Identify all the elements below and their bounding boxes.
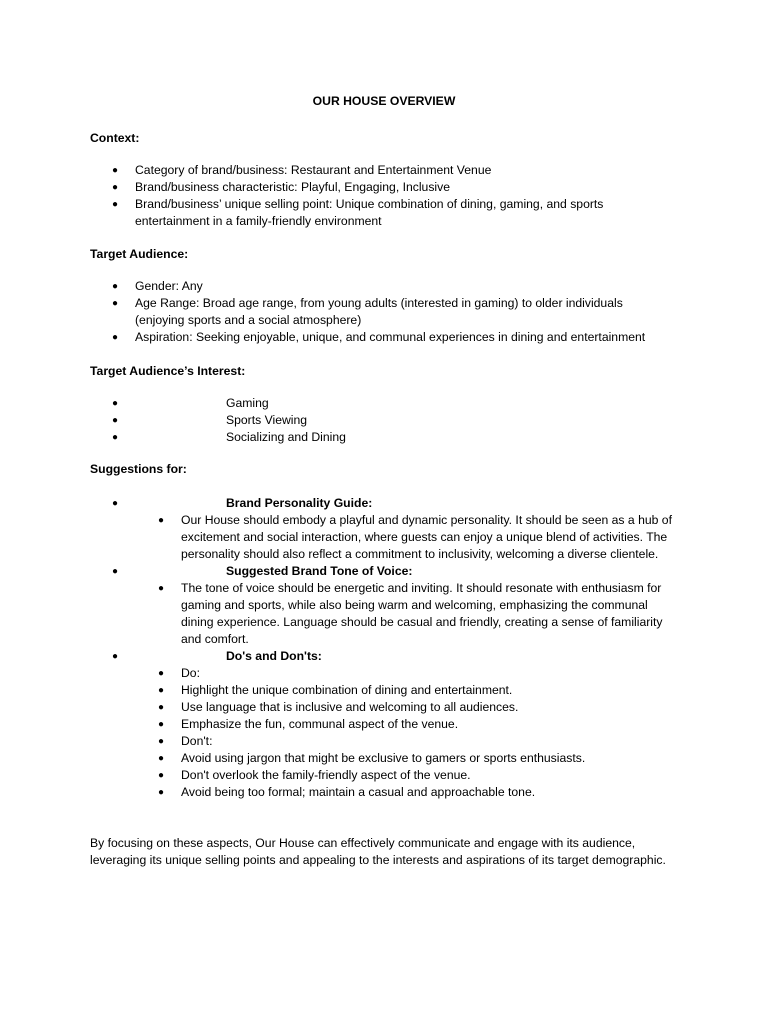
interest-heading: Target Audience’s Interest: [90,364,246,378]
bullet-icon: ● [158,753,165,764]
interest-list [90,395,690,446]
dos-title: Do's and Don'ts: [226,649,322,663]
suggestions-heading: Suggestions for: [90,462,187,476]
list-item: ● Category of brand/business: Restaurant and Entertainment Venue [112,163,492,177]
list-item: ● Highlight the unique combination of dining and entertainment. [158,683,513,697]
interest-section [90,363,690,380]
bullet-icon: ● [112,182,119,193]
bullet-icon: ● [158,770,165,781]
list-item: ● Emphasize the fun, communal aspect of the venue. [158,717,459,731]
list-item: ● Sports Viewing [112,413,308,427]
suggestions-list [90,495,690,801]
bullet-icon: ● [112,298,119,309]
tone-title: Suggested Brand Tone of Voice: [226,564,413,578]
bullet-icon: ● [112,415,119,426]
list-item: ● Don't: [158,734,213,748]
list-item: ● Aspiration: Seeking enjoyable, unique, and communal experiences in dining and entertainment [112,330,646,344]
audience-list [90,278,690,346]
list-item: ● The tone of voice should be energetic and inviting. It should resonate with enthusiasm for gaming and sports, while also being warm and welcoming, emphasizing the communal dining experience. Language should be casual and friendly, creating a sense of familiarity and comfort. [158,581,663,646]
list-item [90,648,690,665]
list-item: ● Do: [158,666,200,680]
list-item: ● Don't overlook the family-friendly aspect of the venue. [158,768,471,782]
list-item [90,495,690,512]
bullet-icon: ● [112,498,119,509]
document-title: OUR HOUSE OVERVIEW [312,94,456,108]
bullet-icon: ● [112,199,119,210]
list-item: ● Brand/business’ unique selling point: Unique combination of dining, gaming, and sports entertainment in a family-friendly environment [112,197,604,228]
bullet-icon: ● [158,719,165,730]
list-item: ● Age Range: Broad age range, from young adults (interested in gaming) to older individuals (enjoying sports and a social atmosphere) [112,296,623,327]
bullet-icon: ● [158,787,165,798]
context-list [90,162,690,230]
list-item [90,563,690,580]
audience-heading: Target Audience: [90,247,189,261]
personality-title: Brand Personality Guide: [226,496,373,510]
bullet-icon: ● [158,702,165,713]
bullet-icon: ● [112,165,119,176]
bullet-icon: ● [158,736,165,747]
context-section [90,130,690,147]
bullet-icon: ● [112,651,119,662]
list-item: ● Gender: Any [112,279,203,293]
bullet-icon: ● [112,398,119,409]
audience-section [90,246,690,263]
list-item: ● Socializing and Dining [112,430,346,444]
suggestions-section [90,461,690,478]
bullet-icon: ● [112,566,119,577]
list-item: ● Avoid being too formal; maintain a casual and approachable tone. [158,785,536,799]
bullet-icon: ● [158,583,165,594]
list-item: ● Our House should embody a playful and dynamic personality. It should be seen as a hub of excitement and social interaction, where guests can enjoy a unique blend of activities. The personality should also reflect a commitment to inclusivity, welcoming a diverse clientele. [158,513,672,561]
list-item: ● Brand/business characteristic: Playful, Engaging, Inclusive [112,180,451,194]
bullet-icon: ● [158,668,165,679]
list-item: ● Gaming [112,396,269,410]
bullet-icon: ● [112,281,119,292]
bullet-icon: ● [112,332,119,343]
list-item: ● Avoid using jargon that might be exclusive to gamers or sports enthusiasts. [158,751,586,765]
bullet-icon: ● [112,432,119,443]
closing-paragraph: By focusing on these aspects, Our House can effectively communicate and engage with its audience, leveraging its unique selling points and appealing to the interests and aspirations of its target demographic. [90,836,666,867]
bullet-icon: ● [158,515,165,526]
bullet-icon: ● [158,685,165,696]
list-item: ● Use language that is inclusive and welcoming to all audiences. [158,700,519,714]
context-heading: Context: [90,131,140,145]
